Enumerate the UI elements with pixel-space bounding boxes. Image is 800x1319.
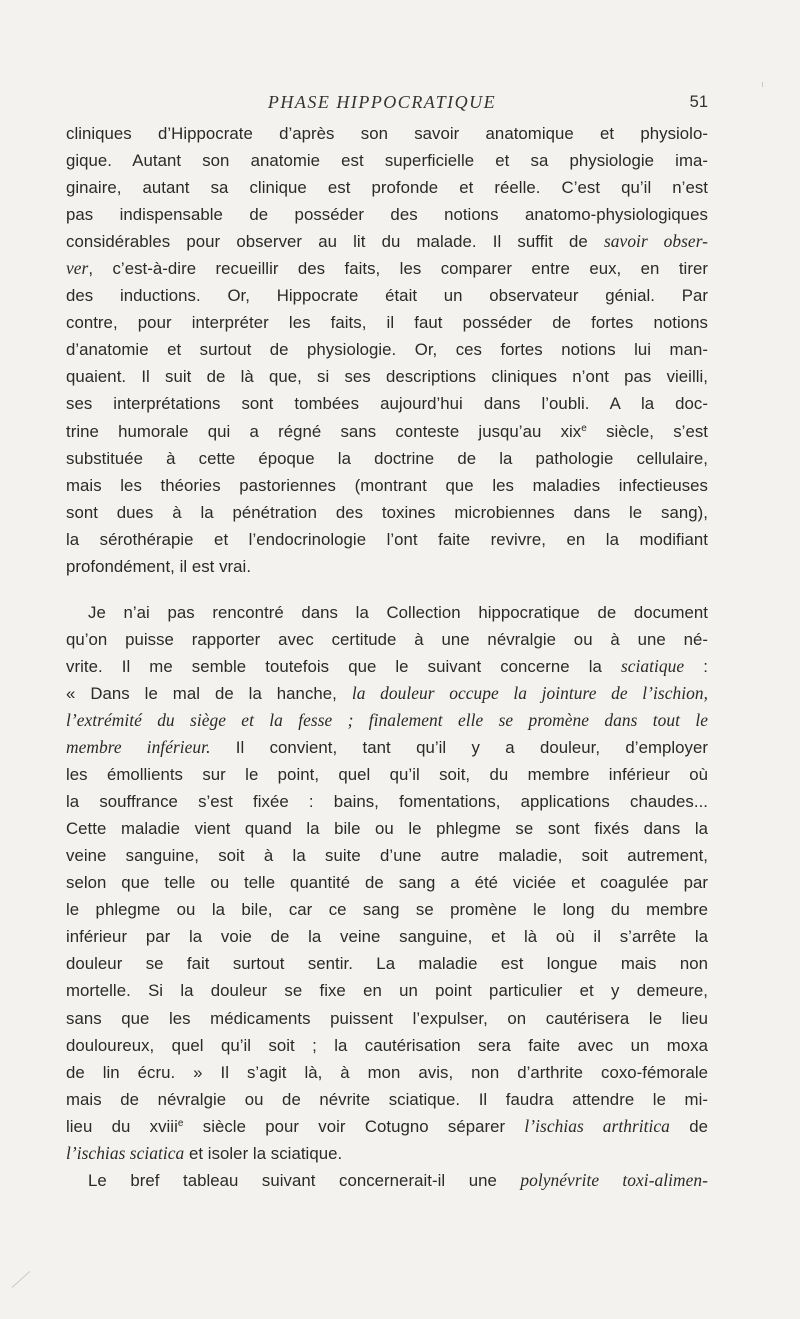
- text-line: trine humorale qui a régné sans conteste jusqu’au xix$^e$ siècle, s’est: [66, 421, 708, 441]
- text-line: l’ischias sciatica et isoler la sciatique.: [66, 1142, 343, 1163]
- text-line: sont dues à la pénétration des toxines microbiennes dans le sang),: [66, 502, 708, 522]
- text-line: mais les théories pastoriennes (montrant que les maladies infectieuses: [66, 475, 708, 495]
- text-line: la sérothérapie et l’endocrinologie l’ont faite revivre, en la modifiant: [66, 529, 708, 549]
- text-line: l’extrémité du siège et la fesse ; finalement elle se promène dans tout le: [66, 709, 708, 730]
- text-line: sans que les médicaments puissent l’expulser, on cautérisera le lieu: [66, 1008, 708, 1028]
- text-line: douloureux, quel qu’il soit ; la cautérisation sera faite avec un moxa: [66, 1035, 708, 1055]
- text-line: mais de névralgie ou de névrite sciatique. Il faudra attendre le mi-: [66, 1089, 708, 1109]
- paragraph: [66, 120, 708, 580]
- text-line: douleur se fait surtout sentir. La maladie est longue mais non: [66, 954, 708, 974]
- text-line: ses interprétations sont tombées aujourd’hui dans l’oubli. A la doc-: [66, 394, 708, 414]
- text-line: quaient. Il suit de là que, si ses descriptions cliniques n’ont pas vieilli,: [66, 367, 708, 387]
- text-line: veine sanguine, soit à la suite d’une autre maladie, soit autrement,: [66, 846, 708, 866]
- text-line: d’anatomie et surtout de physiologie. Or, ces fortes notions lui man-: [66, 340, 708, 360]
- text-line: substituée à cette époque la doctrine de la pathologie cellulaire,: [66, 448, 708, 468]
- text-line: inférieur par la voie de la veine sanguine, et là où il s’arrête la: [66, 927, 708, 947]
- text-line: gique. Autant son anatomie est superficielle et sa physiologie ima-: [66, 151, 708, 171]
- text-line: la souffrance s’est fixée : bains, fomentations, applications chaudes...: [66, 792, 708, 812]
- running-title: PHASE HIPPOCRATIQUE: [267, 92, 497, 112]
- text-line: Cette maladie vient quand la bile ou le phlegme se sont fixés dans la: [66, 819, 708, 839]
- text-line: des inductions. Or, Hippocrate était un observateur génial. Par: [66, 286, 708, 306]
- text-line: Je n’ai pas rencontré dans la Collection hippocratique de document: [88, 602, 708, 622]
- scan-artifact: [12, 1271, 31, 1288]
- text-line: les émollients sur le point, quel qu’il soit, du membre inférieur où: [66, 765, 708, 785]
- text-line: Le bref tableau suivant concernerait-il une polynévrite toxi-alimen-: [88, 1169, 709, 1190]
- paragraph: [66, 599, 708, 1167]
- text-line: ginaire, autant sa clinique est profonde et réelle. C’est qu’il n’est: [66, 178, 708, 198]
- text-line: qu’on puisse rapporter avec certitude à une névralgie ou à une né-: [66, 629, 708, 649]
- text-line: le phlegme ou la bile, car ce sang se promène le long du membre: [66, 900, 708, 920]
- text-line: ver, c’est-à-dire recueillir des faits, les comparer entre eux, en tirer: [66, 258, 708, 279]
- page-number: 51: [689, 93, 708, 111]
- text-line: profondément, il est vrai.: [66, 556, 252, 576]
- paragraph-gap: [66, 580, 708, 599]
- body-text: [66, 120, 708, 1194]
- running-header: [56, 92, 708, 118]
- text-line: contre, pour interpréter les faits, il faut posséder de fortes notions: [66, 313, 708, 333]
- text-line: pas indispensable de posséder des notions anatomo-physiologiques: [66, 205, 708, 225]
- text-line: vrite. Il me semble toutefois que le suivant concerne la sciatique :: [66, 655, 708, 676]
- paragraph: [66, 1167, 708, 1194]
- text-line: cliniques d’Hippocrate d’après son savoir anatomique et physiolo-: [66, 124, 708, 143]
- text-line: membre inférieur. Il convient, tant qu’il y a douleur, d’employer: [66, 737, 708, 758]
- text-line: considérables pour observer au lit du malade. Il suffit de savoir obser-: [66, 231, 709, 252]
- text-line: mortelle. Si la douleur se fixe en un point particulier et y demeure,: [66, 981, 708, 1001]
- scan-artifact: [762, 82, 763, 87]
- text-line: « Dans le mal de la hanche, la douleur occupe la jointure de l’ischion,: [66, 682, 708, 703]
- text-line: lieu du xviii$^e$ siècle pour voir Cotugno séparer l’ischias arthritica de: [66, 1115, 708, 1136]
- text-line: de lin écru. » Il s’agit là, à mon avis, non d’arthrite coxo-fémorale: [66, 1062, 708, 1082]
- text-line: selon que telle ou telle quantité de sang a été viciée et coagulée par: [66, 873, 708, 893]
